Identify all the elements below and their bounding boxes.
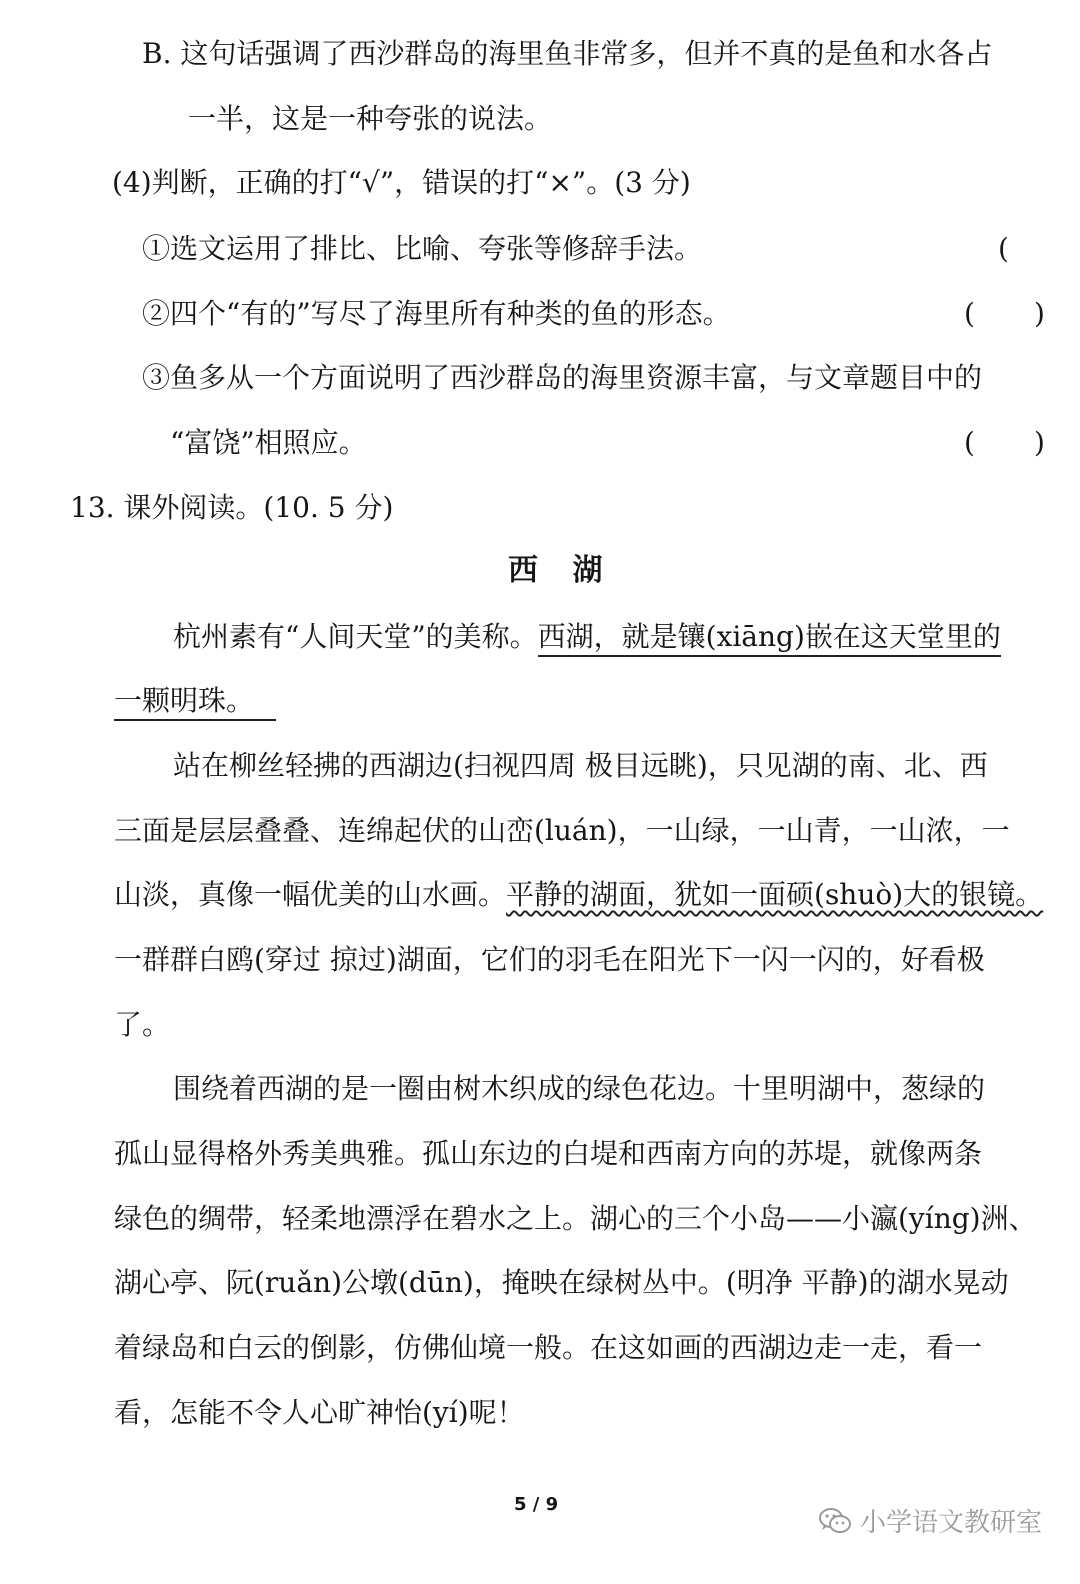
passage-p3-line5: 着绿岛和白云的倒影，仿佛仙境一般。在这如画的西湖边走一走，看一 (114, 1331, 983, 1364)
passage-p3-line4: 湖心亭、阮(ruǎn)公墩(dūn)，掩映在绿树丛中。(明净 平静)的湖水晃动 (114, 1266, 1009, 1299)
passage-p2-line4: 一群群白鸥(穿过 掠过)湖面，它们的羽毛在阳光下一闪一闪的，好看极 (114, 943, 985, 976)
passage-p1-line1 (173, 617, 1001, 657)
q4-item3-line2: “富饶”相照应。 (170, 426, 367, 459)
q4-heading: (4)判断，正确的打“√”，错误的打“×”。(3 分) (112, 166, 691, 199)
passage-p3-line3: 绿色的绸带，轻柔地漂浮在碧水之上。湖心的三个小岛——小瀛(yíng)洲、 (114, 1202, 1037, 1235)
passage-p2-line3-text: 山淡，真像一幅优美的山水画。 (114, 878, 507, 911)
wechat-icon (818, 1506, 852, 1536)
passage-p3-line1: 围绕着西湖的是一圈由树木织成的绿色花边。十里明湖中，葱绿的 (173, 1072, 986, 1105)
q4-item3-answer-paren-close: ) (1034, 426, 1045, 459)
q4-item3-answer-paren-open: ( (964, 426, 975, 459)
passage-p2-line3 (114, 875, 1043, 915)
passage-p2-line1: 站在柳丝轻拂的西湖边(扫视四周 极目远眺)，只见湖的南、北、西 (173, 749, 988, 782)
page-number: 5 / 9 (514, 1494, 559, 1515)
q4-item3-line1: ③鱼多从一个方面说明了西沙群岛的海里资源丰富，与文章题目中的 (142, 361, 983, 394)
watermark-text: 小学语文教研室 (860, 1508, 1043, 1538)
option-b-line1: B. 这句话强调了西沙群岛的海里鱼非常多，但并不真的是鱼和水各占 (142, 37, 993, 70)
q13-heading: 13. 课外阅读。(10. 5 分) (70, 491, 394, 524)
passage-p2-line2: 三面是层层叠叠、连绵起伏的山峦(luán)，一山绿，一山青，一山浓，一 (114, 814, 1010, 847)
option-b-line2: 一半，这是一种夸张的说法。 (188, 102, 553, 135)
passage-p3-line6: 看，怎能不令人心旷神怡(yí)呢！ (114, 1396, 525, 1429)
passage-p2-wavy-sentence: 平静的湖面，犹如一面硕(shuò)大的银镜。 (506, 878, 1044, 911)
passage-p1-line2 (114, 681, 276, 721)
passage-title: 西 湖 (508, 553, 615, 588)
q4-item1: ①选文运用了排比、比喻、夸张等修辞手法。 (142, 232, 703, 265)
q4-item2-answer-paren-open: ( (964, 297, 975, 330)
passage-p1-text: 杭州素有“人间天堂”的美称。 (173, 620, 538, 653)
q4-item2-answer-paren-close: ) (1034, 297, 1045, 330)
passage-p1-underlined-sentence: 西湖，就是镶(xiāng)嵌在这天堂里的 (538, 620, 1001, 657)
passage-p1-underlined-sentence-end: 一颗明珠。 (114, 684, 276, 721)
passage-p2-line5: 了。 (114, 1008, 171, 1041)
watermark (818, 1502, 1042, 1539)
passage-p3-line2: 孤山显得格外秀美典雅。孤山东边的白堤和西南方向的苏堤，就像两条 (114, 1137, 983, 1170)
q4-item2: ②四个“有的”写尽了海里所有种类的鱼的形态。 (142, 297, 731, 330)
q4-item1-answer-paren-open: ( (998, 232, 1009, 265)
